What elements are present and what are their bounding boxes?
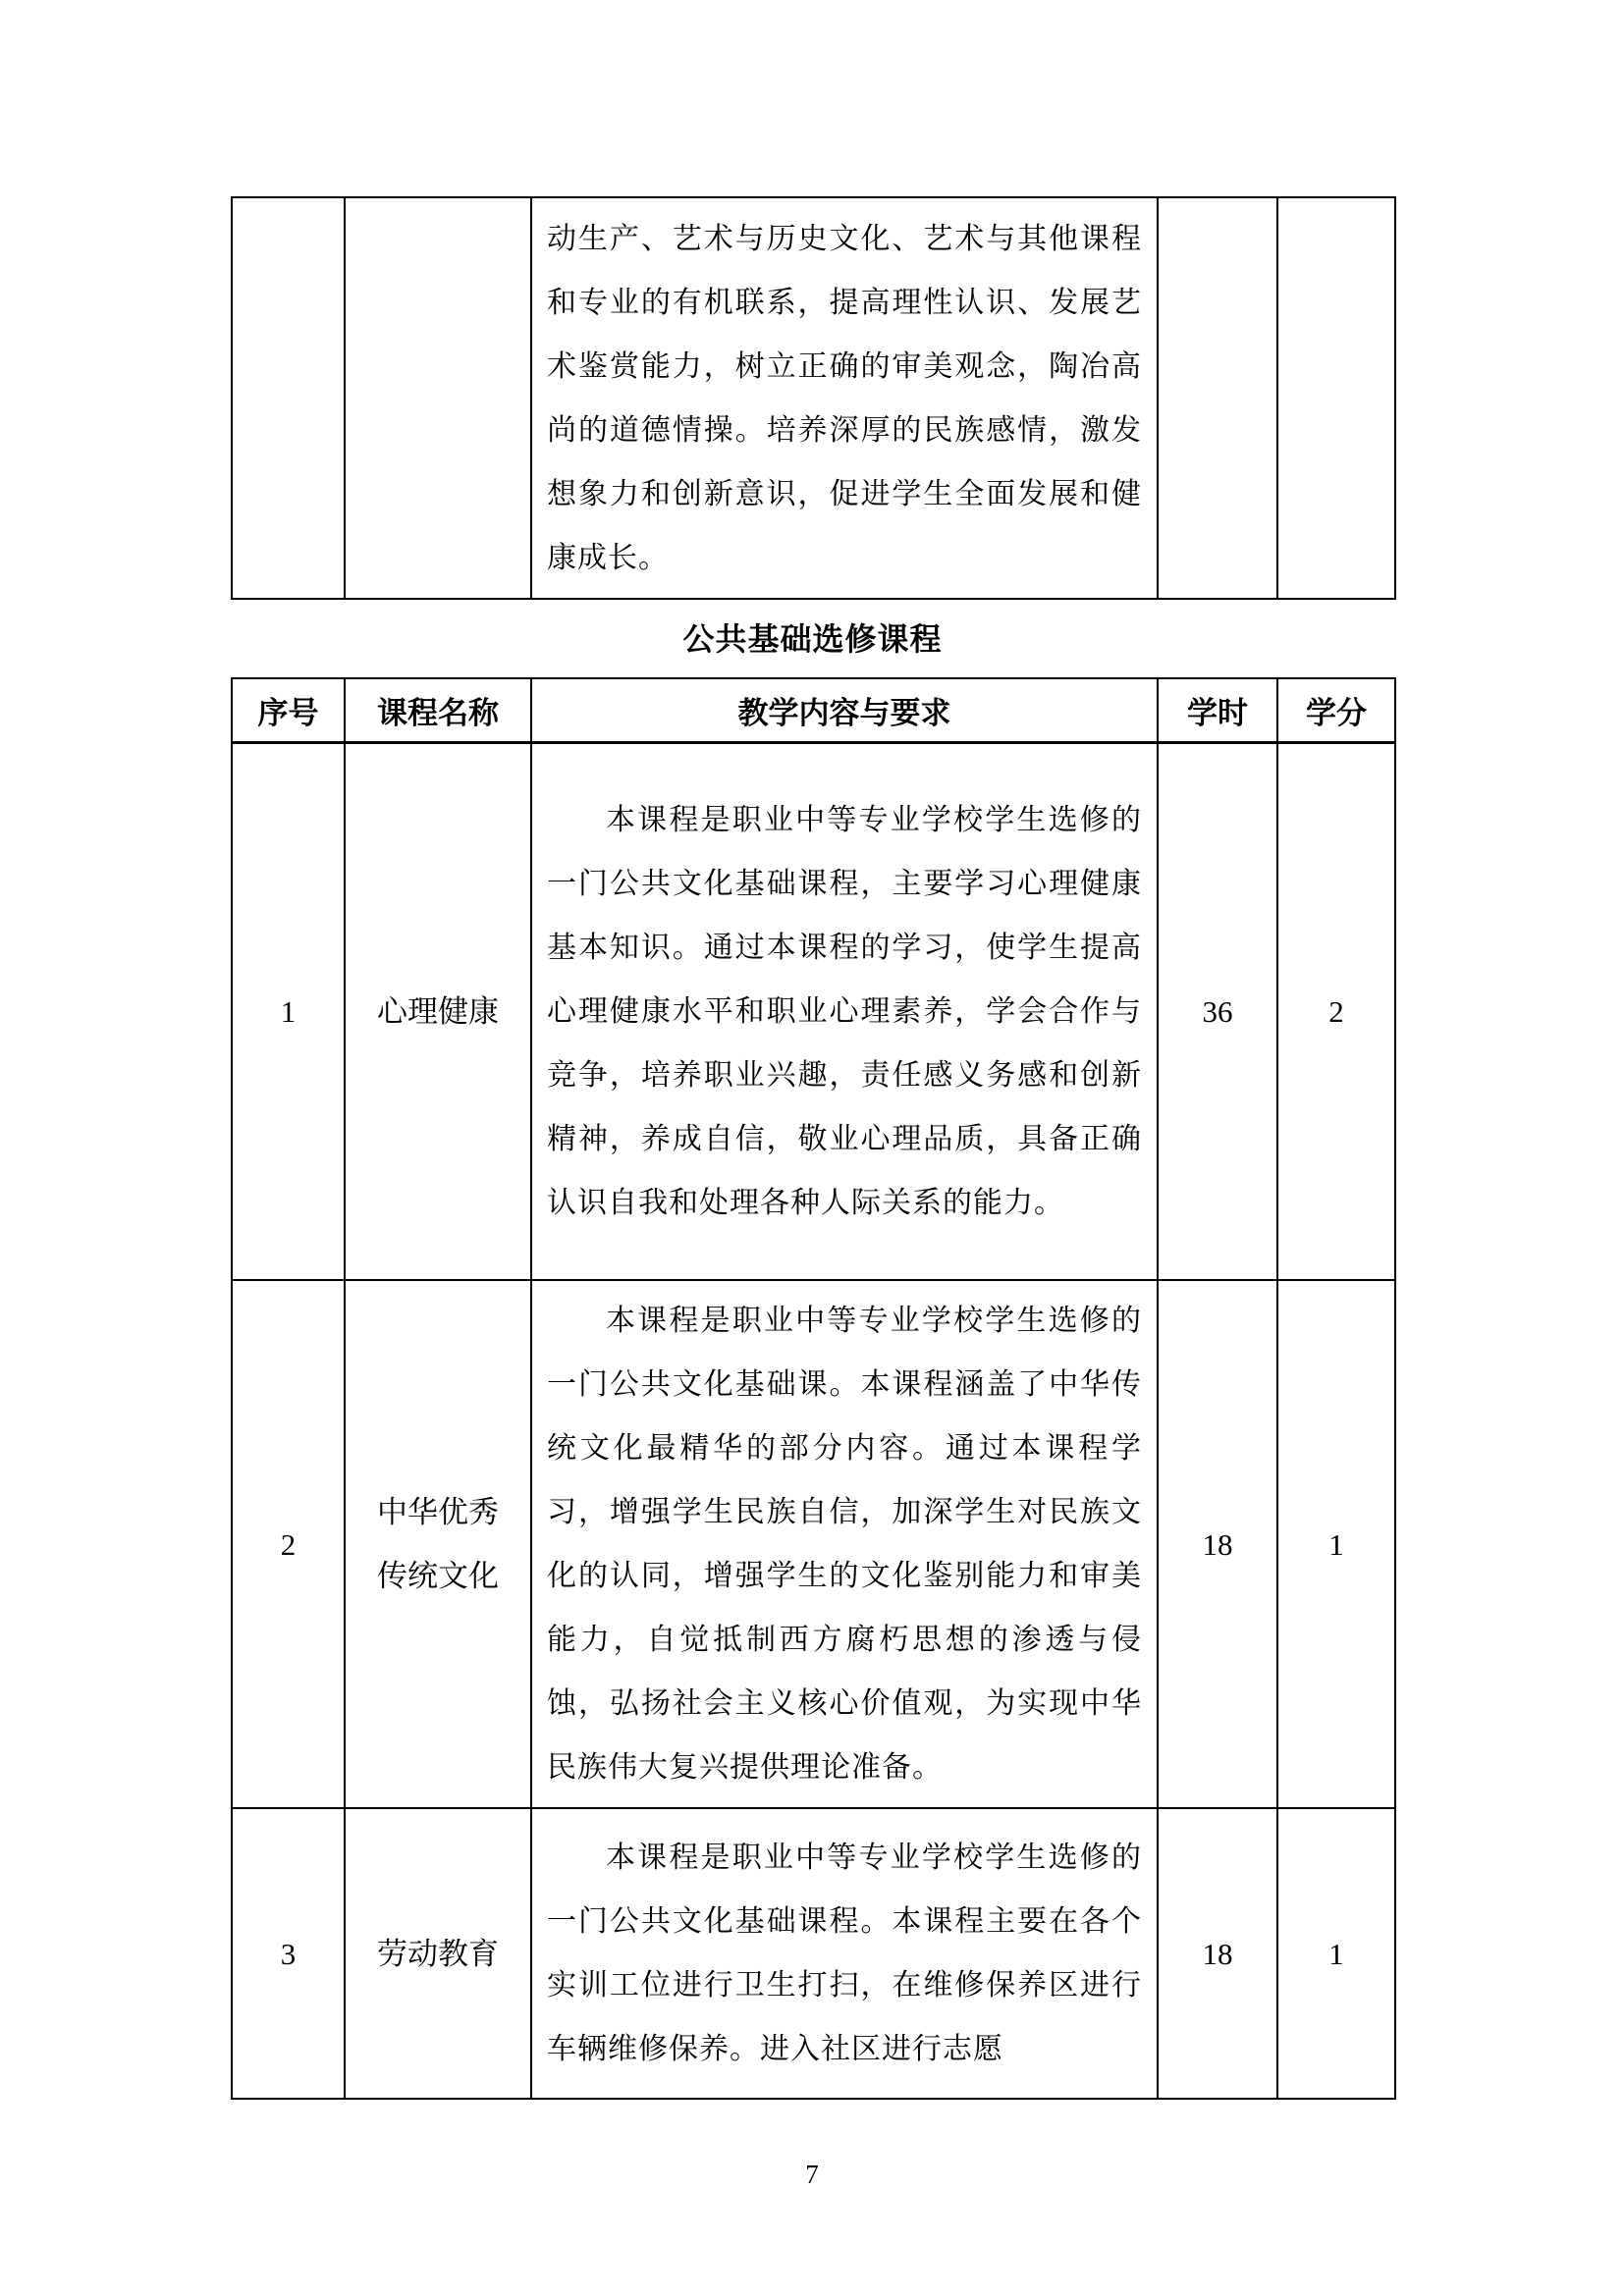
- table-row: [232, 1808, 1395, 2099]
- header-credits: 学分: [1277, 678, 1395, 742]
- row3-course-name: [345, 1808, 531, 2099]
- row2-content: [531, 1280, 1158, 1808]
- row2-course-name: [345, 1280, 531, 1808]
- row1-content: [531, 742, 1158, 1280]
- course-description: 本课程是职业中等专业学校学生选修的一门公共文化基础课程，主要学习心理健康基本知识。通过本课程的学习，使学生提高心理健康水平和职业心理素养，学会合作与竞争，培养职业兴趣，责任感义务感和创新精神，养成自信，敬业心理品质，具备正确认识自我和处理各种人际关系的能力。: [547, 803, 1142, 1219]
- continuation-no-cell: [232, 197, 345, 599]
- course-name-line: 劳动教育: [377, 1936, 499, 1971]
- row3-hours: 18: [1158, 1808, 1277, 2099]
- continuation-credits-cell: [1277, 197, 1395, 599]
- elective-courses-table: [231, 677, 1396, 2100]
- continuation-content-text: 动生产、艺术与历史文化、艺术与其他课程和专业的有机联系，提高理性认识、发展艺术鉴赏能力，树立正确的审美观念，陶冶高尚的道德情操。培养深厚的民族感情，激发想象力和创新意识，促进学生全面发展和健康成长。: [547, 222, 1142, 574]
- course-name-line: 中华优秀: [377, 1495, 499, 1529]
- row1-no: 1: [232, 742, 345, 1280]
- table-header-row: [232, 678, 1395, 742]
- continuation-name-cell: [345, 197, 531, 599]
- row1-credits: 2: [1277, 742, 1395, 1280]
- continuation-content-cell: [531, 197, 1158, 599]
- row1-course-name: [345, 742, 531, 1280]
- row3-no: 3: [232, 1808, 345, 2099]
- header-no: 序号: [232, 678, 345, 742]
- table-row: [232, 1280, 1395, 1808]
- row2-credits: 1: [1277, 1280, 1395, 1808]
- continuation-hours-cell: [1158, 197, 1277, 599]
- row2-hours: 18: [1158, 1280, 1277, 1808]
- course-description: 本课程是职业中等专业学校学生选修的一门公共文化基础课程。本课程主要在各个实训工位进行卫生打扫，在维修保养区进行车辆维修保养。进入社区进行志愿: [547, 1842, 1142, 2065]
- header-hours: 学时: [1158, 678, 1277, 742]
- row3-content: [531, 1808, 1158, 2099]
- table-row: [232, 197, 1395, 599]
- course-name-line: 传统文化: [377, 1559, 499, 1593]
- row1-hours: 36: [1158, 742, 1277, 1280]
- row3-credits: 1: [1277, 1808, 1395, 2099]
- course-name-line: 心理健康: [377, 993, 499, 1029]
- table-row: [232, 742, 1395, 1280]
- page-number: 7: [805, 2160, 819, 2189]
- header-content: 教学内容与要求: [531, 678, 1158, 742]
- course-description: 本课程是职业中等专业学校学生选修的一门公共文化基础课。本课程涵盖了中华传统文化最精华的部分内容。通过本课程学习，增强学生民族自信，加深学生对民族文化的认同，增强学生的文化鉴别能力和审美能力，自觉抵制西方腐朽思想的渗透与侵蚀，弘扬社会主义核心价值观，为实现中华民族伟大复兴提供理论准备。: [547, 1305, 1142, 1784]
- header-name: 课程名称: [345, 678, 531, 742]
- continuation-table: [231, 196, 1396, 600]
- section-title: 公共基础选修课程: [682, 621, 943, 657]
- row2-no: 2: [232, 1280, 345, 1808]
